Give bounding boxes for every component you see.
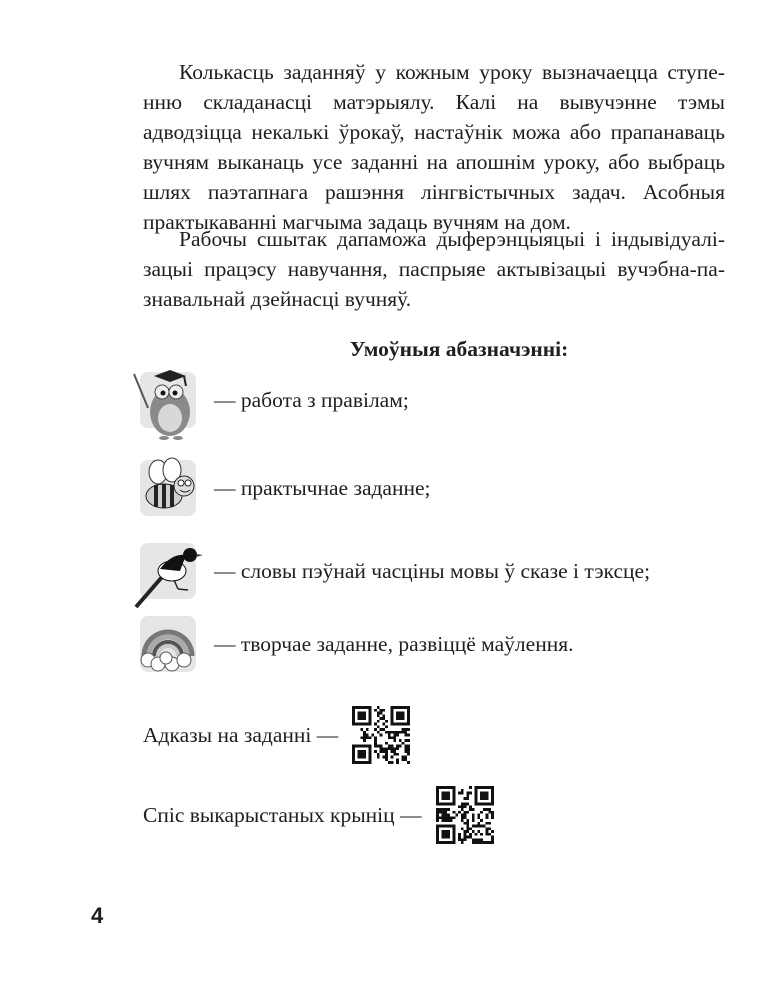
intro-paragraph-2: Рабочы сшытак дапаможа дыферэнцыяцыі і індывідуалізацыі працэсу навучання, паспрыяе актывізацыі вучэбна-пазнавальнай дзейнасці вучняў. <box>143 227 725 311</box>
page-number: 4 <box>91 903 104 928</box>
sources-label: Спіс выкарыстаных крыніц — <box>143 802 422 827</box>
legend-text: — творчае заданне, развіццё маўлення. <box>214 631 574 656</box>
rainbow-clouds-icon <box>140 616 196 672</box>
legend-item-creative <box>130 616 573 672</box>
sources-qr-row <box>143 786 494 844</box>
legend-heading: Умоўныя абазначэнні: <box>349 337 569 361</box>
legend-item-practice <box>130 460 431 516</box>
magpie-bird-icon <box>140 543 196 599</box>
answers-label: Адказы на заданні — <box>143 722 339 747</box>
legend-text: — работа з правілам; <box>214 387 409 412</box>
legend-item-rules <box>130 372 409 428</box>
legend-item-parts-of-speech <box>130 543 650 599</box>
qr-code-icon[interactable] <box>436 786 494 844</box>
legend-text: — практычнае заданне; <box>214 475 431 500</box>
qr-code-icon[interactable] <box>352 706 410 764</box>
owl-teacher-icon <box>140 372 196 428</box>
intro-paragraph-1: Колькасць заданняў у кожным уроку вызначаецца ступенню складанасці матэрыялу. Калі на вывучэнне тэмы адводзіцца некалькі ўрокаў, настаўнік можа або прапанаваць вучням выканаць усе заданні на апошнім уроку, або выбраць шлях паэтапнага рашэння лінгвістычных задач. Асобныя практыкаванні магчыма задаць вучням на дом. <box>143 60 725 234</box>
answers-qr-row <box>143 706 410 764</box>
bee-icon <box>140 460 196 516</box>
legend-text: — словы пэўнай часціны мовы ў сказе і тэксце; <box>214 558 651 583</box>
